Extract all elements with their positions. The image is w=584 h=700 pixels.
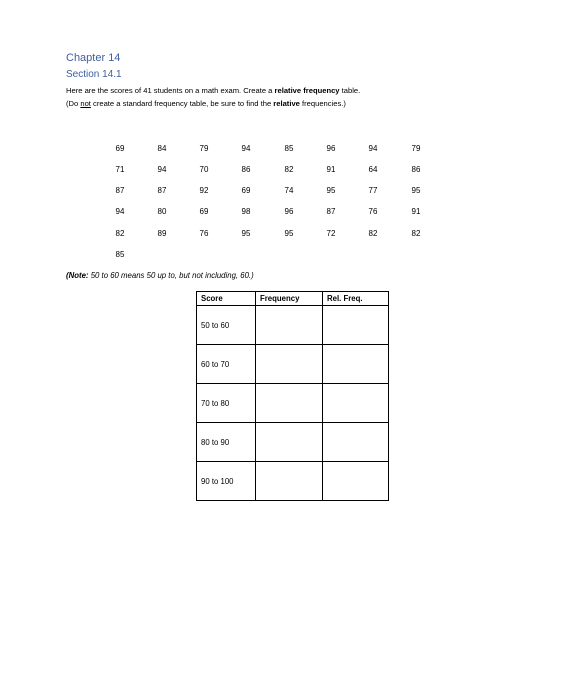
score-value: 98 xyxy=(241,207,251,216)
score-value: 71 xyxy=(115,165,125,174)
score-value: 84 xyxy=(157,144,167,153)
score-value: 94 xyxy=(241,144,251,153)
relative-frequency-table xyxy=(196,291,389,501)
score-value: 89 xyxy=(157,229,167,238)
instruction-bold-text: relative xyxy=(273,99,300,108)
table-row xyxy=(197,306,389,345)
score-value: 82 xyxy=(284,165,294,174)
score-value: 72 xyxy=(326,229,336,238)
chapter-heading: Chapter 14 xyxy=(66,52,121,64)
instruction-bold-text: relative frequency xyxy=(274,86,340,95)
score-value: 95 xyxy=(241,229,251,238)
frequency-cell[interactable] xyxy=(256,384,323,423)
frequency-cell[interactable] xyxy=(256,423,323,462)
rel-freq-cell[interactable] xyxy=(323,306,389,345)
score-range-cell: 50 to 60 xyxy=(197,306,256,345)
score-value: 87 xyxy=(115,186,125,195)
score-value: 80 xyxy=(157,207,167,216)
score-value: 69 xyxy=(199,207,209,216)
score-value: 94 xyxy=(368,144,378,153)
score-value: 82 xyxy=(115,229,125,238)
note-text xyxy=(66,271,254,280)
rel-freq-cell[interactable] xyxy=(323,345,389,384)
rel-freq-cell[interactable] xyxy=(323,462,389,501)
table-row xyxy=(197,384,389,423)
instruction-text: table. xyxy=(339,86,361,95)
score-value: 76 xyxy=(199,229,209,238)
table-row xyxy=(197,423,389,462)
score-value: 91 xyxy=(411,207,421,216)
score-value: 96 xyxy=(284,207,294,216)
frequency-cell[interactable] xyxy=(256,306,323,345)
score-value: 82 xyxy=(411,229,421,238)
score-value: 79 xyxy=(199,144,209,153)
header-rel-freq: Rel. Freq. xyxy=(323,292,389,306)
score-value: 94 xyxy=(157,165,167,174)
score-value: 86 xyxy=(241,165,251,174)
frequency-cell[interactable] xyxy=(256,462,323,501)
score-value: 95 xyxy=(326,186,336,195)
rel-freq-cell[interactable] xyxy=(323,384,389,423)
table-header-row xyxy=(197,292,389,306)
table-row xyxy=(197,345,389,384)
score-value: 91 xyxy=(326,165,336,174)
instruction-underlined-text: not xyxy=(80,99,91,108)
header-score: Score xyxy=(197,292,256,306)
instruction-line-2 xyxy=(66,99,346,108)
score-value: 94 xyxy=(115,207,125,216)
score-value: 86 xyxy=(411,165,421,174)
table-row xyxy=(197,462,389,501)
score-value: 77 xyxy=(368,186,378,195)
instruction-text: Here are the scores of 41 students on a math exam. Create a xyxy=(66,86,275,95)
instruction-text: frequencies.) xyxy=(299,99,346,108)
score-value: 79 xyxy=(411,144,421,153)
score-value: 85 xyxy=(284,144,294,153)
score-value: 85 xyxy=(115,250,125,259)
score-value: 69 xyxy=(115,144,125,153)
score-range-cell: 70 to 80 xyxy=(197,384,256,423)
note-label: (Note: xyxy=(66,271,89,280)
score-range-cell: 60 to 70 xyxy=(197,345,256,384)
score-value: 87 xyxy=(326,207,336,216)
score-range-cell: 80 to 90 xyxy=(197,423,256,462)
score-value: 95 xyxy=(411,186,421,195)
instruction-line-1 xyxy=(66,86,360,95)
rel-freq-cell[interactable] xyxy=(323,423,389,462)
score-value: 92 xyxy=(199,186,209,195)
score-value: 69 xyxy=(241,186,251,195)
score-value: 64 xyxy=(368,165,378,174)
score-value: 70 xyxy=(199,165,209,174)
score-value: 76 xyxy=(368,207,378,216)
score-value: 96 xyxy=(326,144,336,153)
score-range-cell: 90 to 100 xyxy=(197,462,256,501)
instruction-text: (Do xyxy=(66,99,81,108)
score-value: 95 xyxy=(284,229,294,238)
instruction-text: create a standard frequency table, be sure to find the xyxy=(90,99,274,108)
section-heading: Section 14.1 xyxy=(66,69,122,80)
frequency-cell[interactable] xyxy=(256,345,323,384)
score-value: 74 xyxy=(284,186,294,195)
score-value: 87 xyxy=(157,186,167,195)
score-value: 82 xyxy=(368,229,378,238)
header-frequency: Frequency xyxy=(256,292,323,306)
note-body: 50 to 60 means 50 up to, but not including, 60.) xyxy=(88,271,254,280)
